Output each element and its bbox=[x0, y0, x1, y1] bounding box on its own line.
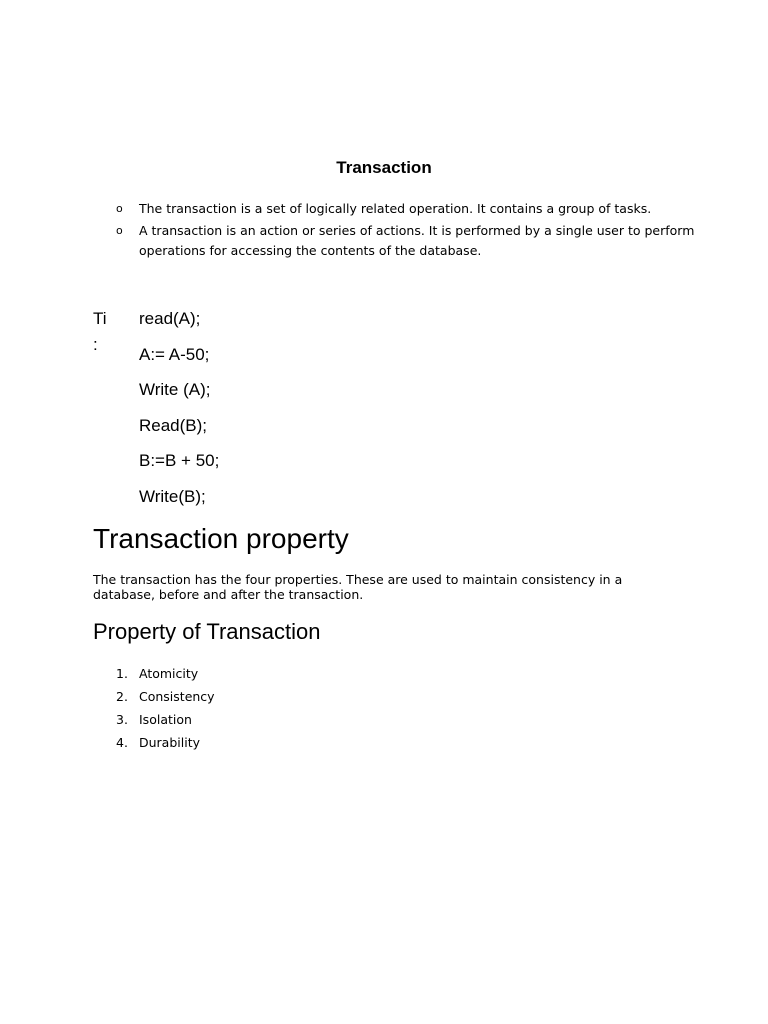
list-item bbox=[116, 710, 215, 733]
list-label: Isolation bbox=[139, 712, 192, 727]
code-line: Write(B); bbox=[139, 486, 206, 506]
list-item bbox=[116, 733, 215, 756]
bullet-item bbox=[116, 199, 696, 219]
list-number: 1. bbox=[116, 666, 128, 681]
code-line: Write (A); bbox=[139, 380, 211, 399]
section-heading: Transaction property bbox=[93, 523, 349, 554]
bullet-marker: o bbox=[116, 202, 123, 215]
bullet-text: A transaction is an action or series of actions. It is performed by a single user to perform operations for accessing the contents of the database. bbox=[139, 223, 695, 258]
code-line: Read(B); bbox=[139, 415, 208, 435]
list-label: Durability bbox=[139, 735, 200, 750]
list-label: Atomicity bbox=[139, 666, 199, 681]
list-item bbox=[116, 687, 215, 710]
list-item bbox=[116, 664, 215, 687]
list-number: 3. bbox=[116, 712, 128, 727]
subsection-heading: Property of Transaction bbox=[93, 619, 321, 644]
code-line: A:= A-50; bbox=[139, 344, 210, 364]
list-number: 2. bbox=[116, 689, 128, 704]
bullet-text: The transaction is a set of logically related operation. It contains a group of tasks. bbox=[139, 201, 652, 216]
bullet-item bbox=[116, 221, 696, 261]
code-line: B:=B + 50; bbox=[139, 451, 220, 470]
transaction-label: Ti : bbox=[93, 309, 107, 354]
list-label: Consistency bbox=[139, 689, 215, 704]
section-paragraph: The transaction has the four properties. These are used to maintain consistency in a database, before and after the transaction. bbox=[93, 572, 623, 602]
list-number: 4. bbox=[116, 735, 128, 750]
code-line: read(A); bbox=[139, 309, 201, 328]
bullet-marker: o bbox=[116, 224, 123, 237]
properties-list bbox=[116, 664, 215, 756]
document-title: Transaction bbox=[336, 158, 432, 177]
bullet-list bbox=[116, 199, 696, 263]
